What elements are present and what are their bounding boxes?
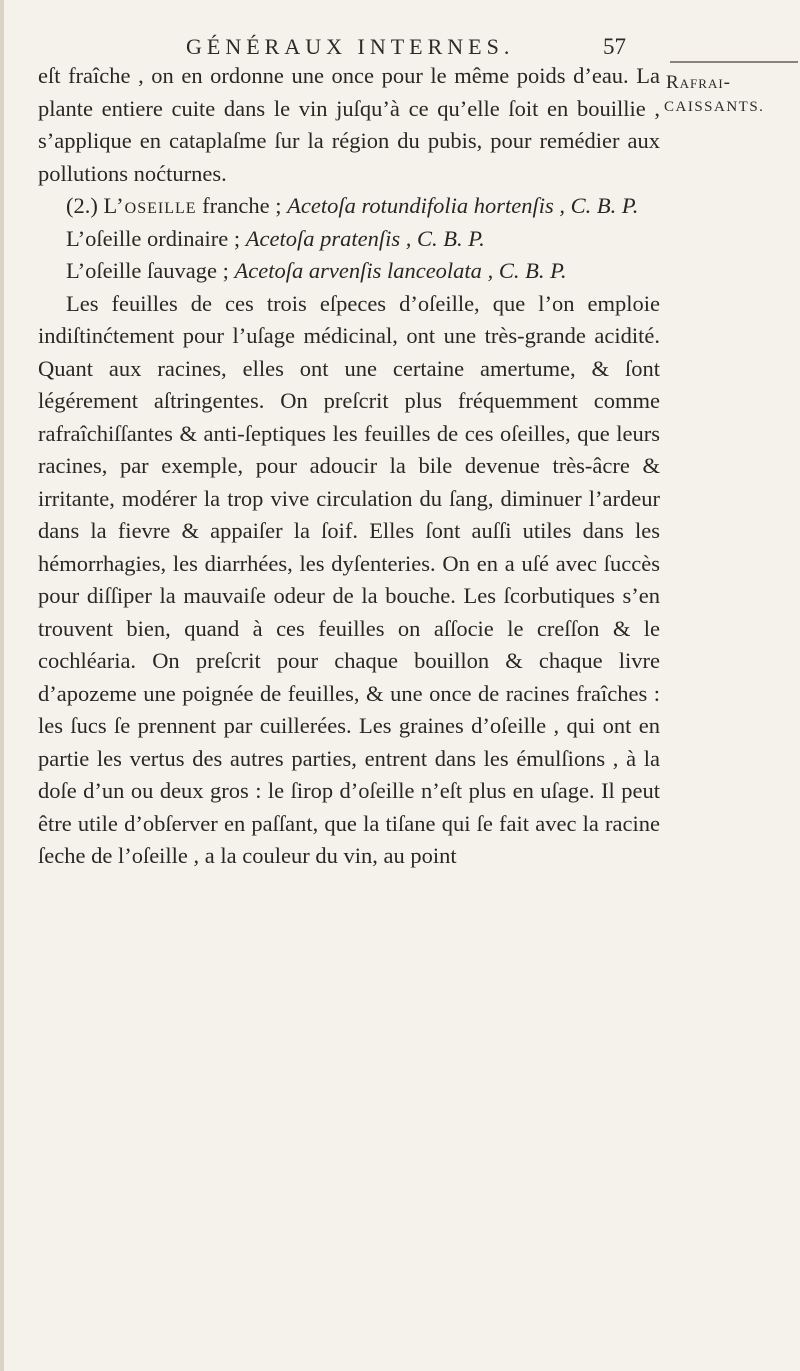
paragraph-continued: eſt fraîche , on en ordonne une once pour le même poids d’eau. La plante entiere cuite dans le vin juſqu’à ce qu’elle ſoit en bouillie , s’applique en cataplaſme ſur la région du pubis, pour remédier aux pollutions noćturnes. bbox=[38, 63, 660, 186]
page-number: 57 bbox=[603, 34, 626, 59]
entry-text: L’oſeille ordinaire ; bbox=[66, 225, 246, 251]
entry-number: (2.) bbox=[66, 193, 98, 218]
main-text-block bbox=[38, 60, 660, 873]
paragraph-oseille-sauvage bbox=[38, 255, 660, 288]
entry-text: franche ; bbox=[196, 193, 288, 218]
paragraph-oseille-franche bbox=[38, 190, 660, 223]
running-head-title: GÉNÉRAUX INTERNES. bbox=[186, 34, 515, 59]
page-gutter-edge bbox=[0, 0, 4, 1371]
entry-name: L’oseille bbox=[103, 193, 197, 218]
authority: , C. B. P. bbox=[553, 193, 639, 218]
paragraph-main: Les feuilles de ces trois eſpeces d’oſeille, que l’on emploie indiſtinćtement pour l’uſage médicinal, ont une très-grande acidité. Quant aux racines, elles ont une certaine amertume, & ſont légérement aſtringentes. On preſcrit plus fréquemment comme rafraîchiſſantes & anti-ſeptiques les feuilles de ces oſeilles, que leurs racines, par exemple, pour adoucir la bile devenue très-âcre & irritante, modérer la trop vive circulation du ſang, diminuer l’ardeur dans la fievre & appaiſer la ſoif. Elles ſont auſſi utiles dans les hémorrhagies, les diarrhées, les dyſenteries. On en a uſé avec ſuccès pour diſſiper la mauvaiſe odeur de la bouche. Les ſcorbutiques s’en trouvent bien, quand à ces feuilles on aſſocie le creſſon & le cochléaria. On preſcrit pour chaque bouillon & chaque livre d’apozeme une poignée de feuilles, & une once de racines fraîches : les ſucs ſe prennent par cuillerées. Les graines d’oſeille , qui ont en partie les vertus des autres parties, entrent dans les émulſions , à la doſe d’un ou deux gros : le ſirop d’oſeille n’eſt plus en uſage. Il peut être utile d’obſerver en paſſant, que la tiſane qui ſe fait avec la racine ſeche de l’oſeille , a la couleur du vin, au point bbox=[38, 290, 660, 868]
margin-note bbox=[664, 70, 798, 120]
authority: , C. B. P. bbox=[481, 258, 567, 283]
margin-note-line-2: CAISSANTS. bbox=[664, 99, 765, 115]
latin-name: Acetoſa arvenſis lanceolata bbox=[234, 258, 482, 283]
latin-name: Acetoſa rotundifolia hortenſis bbox=[287, 193, 554, 218]
latin-name: Acetoſa pratenſis bbox=[245, 225, 401, 251]
margin-note-rule bbox=[670, 61, 798, 63]
margin-note-line-1: Rafrai- bbox=[666, 72, 732, 93]
paragraph-oseille-ordinaire bbox=[38, 223, 660, 256]
authority: , C. B. P. bbox=[400, 225, 485, 251]
running-head bbox=[186, 34, 626, 60]
entry-text: L’oſeille ſauvage ; bbox=[66, 258, 235, 283]
